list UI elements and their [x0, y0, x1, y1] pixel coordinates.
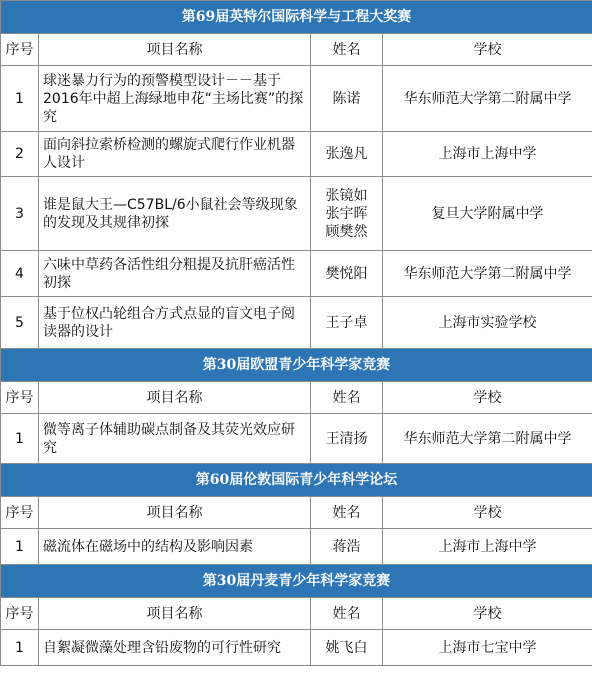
row-number: 4	[1, 251, 39, 297]
header-num: 序号	[1, 497, 39, 529]
table-row	[1, 132, 592, 177]
school-name: 华东师范大学第二附属中学	[383, 414, 592, 464]
section-title: 第30届欧盟青少年科学家竞赛	[1, 349, 592, 382]
project-title: 谁是鼠大王—C57BL/6小鼠社会等级现象的发现及其规律初探	[39, 177, 311, 251]
section-title: 第60届伦敦国际青少年科学论坛	[1, 464, 592, 497]
section-header-row	[1, 349, 592, 382]
column-header-row	[1, 34, 592, 66]
table-row	[1, 630, 592, 666]
row-number: 5	[1, 297, 39, 349]
school-name: 上海市上海中学	[383, 132, 592, 177]
student-name: 蒋浩	[332, 538, 361, 555]
project-title: 基于位权凸轮组合方式点显的盲文电子阅读器的设计	[39, 297, 311, 349]
row-number: 1	[1, 529, 39, 565]
row-number: 3	[1, 177, 39, 251]
row-number: 1	[1, 66, 39, 132]
student-names	[311, 529, 383, 565]
student-name: 樊悦阳	[325, 265, 368, 282]
project-title: 球迷暴力行为的预警模型设计－－基于2016年中超上海绿地申花“主场比赛”的探究	[39, 66, 311, 132]
header-school: 学校	[383, 598, 592, 630]
section-title: 第30届丹麦青少年科学家竞赛	[1, 565, 592, 598]
header-school: 学校	[383, 382, 592, 414]
header-title: 项目名称	[39, 382, 311, 414]
student-names	[311, 66, 383, 132]
table-row	[1, 251, 592, 297]
student-names	[311, 132, 383, 177]
header-title: 项目名称	[39, 497, 311, 529]
header-school: 学校	[383, 34, 592, 66]
header-name: 姓名	[311, 497, 383, 529]
section-header-row	[1, 565, 592, 598]
header-name: 姓名	[311, 34, 383, 66]
header-num: 序号	[1, 34, 39, 66]
row-number: 1	[1, 414, 39, 464]
student-name: 张镜如	[325, 187, 368, 204]
project-title: 磁流体在磁场中的结构及影响因素	[39, 529, 311, 565]
school-name: 上海市七宝中学	[383, 630, 592, 666]
student-name: 王清扬	[325, 430, 368, 447]
student-name: 张宇晖	[325, 205, 368, 222]
student-name: 陈诺	[332, 90, 361, 107]
school-name: 华东师范大学第二附属中学	[383, 66, 592, 132]
table-row	[1, 297, 592, 349]
header-name: 姓名	[311, 382, 383, 414]
table-row	[1, 529, 592, 565]
student-names	[311, 414, 383, 464]
project-title: 自絮凝微藻处理含铅废物的可行性研究	[39, 630, 311, 666]
project-title: 微等离子体辅助碳点制备及其荧光效应研究	[39, 414, 311, 464]
header-name: 姓名	[311, 598, 383, 630]
column-header-row	[1, 497, 592, 529]
header-title: 项目名称	[39, 34, 311, 66]
student-name: 姚飞白	[325, 639, 368, 656]
student-name: 张逸凡	[325, 146, 368, 162]
header-school: 学校	[383, 497, 592, 529]
header-num: 序号	[1, 598, 39, 630]
student-names	[311, 630, 383, 666]
project-title: 六味中草药各活性组分粗提及抗肝癌活性初探	[39, 251, 311, 297]
section-title: 第69届英特尔国际科学与工程大奖赛	[1, 1, 592, 34]
header-title: 项目名称	[39, 598, 311, 630]
row-number: 1	[1, 630, 39, 666]
student-name: 顾樊然	[325, 223, 368, 240]
student-names	[311, 177, 383, 251]
table-row	[1, 177, 592, 251]
school-name: 华东师范大学第二附属中学	[383, 251, 592, 297]
student-names	[311, 297, 383, 349]
column-header-row	[1, 382, 592, 414]
school-name: 上海市上海中学	[383, 529, 592, 565]
student-names	[311, 251, 383, 297]
school-name: 复旦大学附属中学	[383, 177, 592, 251]
header-num: 序号	[1, 382, 39, 414]
section-header-row	[1, 464, 592, 497]
table-row	[1, 414, 592, 464]
column-header-row	[1, 598, 592, 630]
section-header-row	[1, 1, 592, 34]
table-row	[1, 66, 592, 132]
school-name: 上海市实验学校	[383, 297, 592, 349]
row-number: 2	[1, 132, 39, 177]
awards-table-body	[1, 1, 592, 666]
project-title: 面向斜拉索桥检测的螺旋式爬行作业机器人设计	[39, 132, 311, 177]
student-name: 王子卓	[325, 314, 368, 331]
